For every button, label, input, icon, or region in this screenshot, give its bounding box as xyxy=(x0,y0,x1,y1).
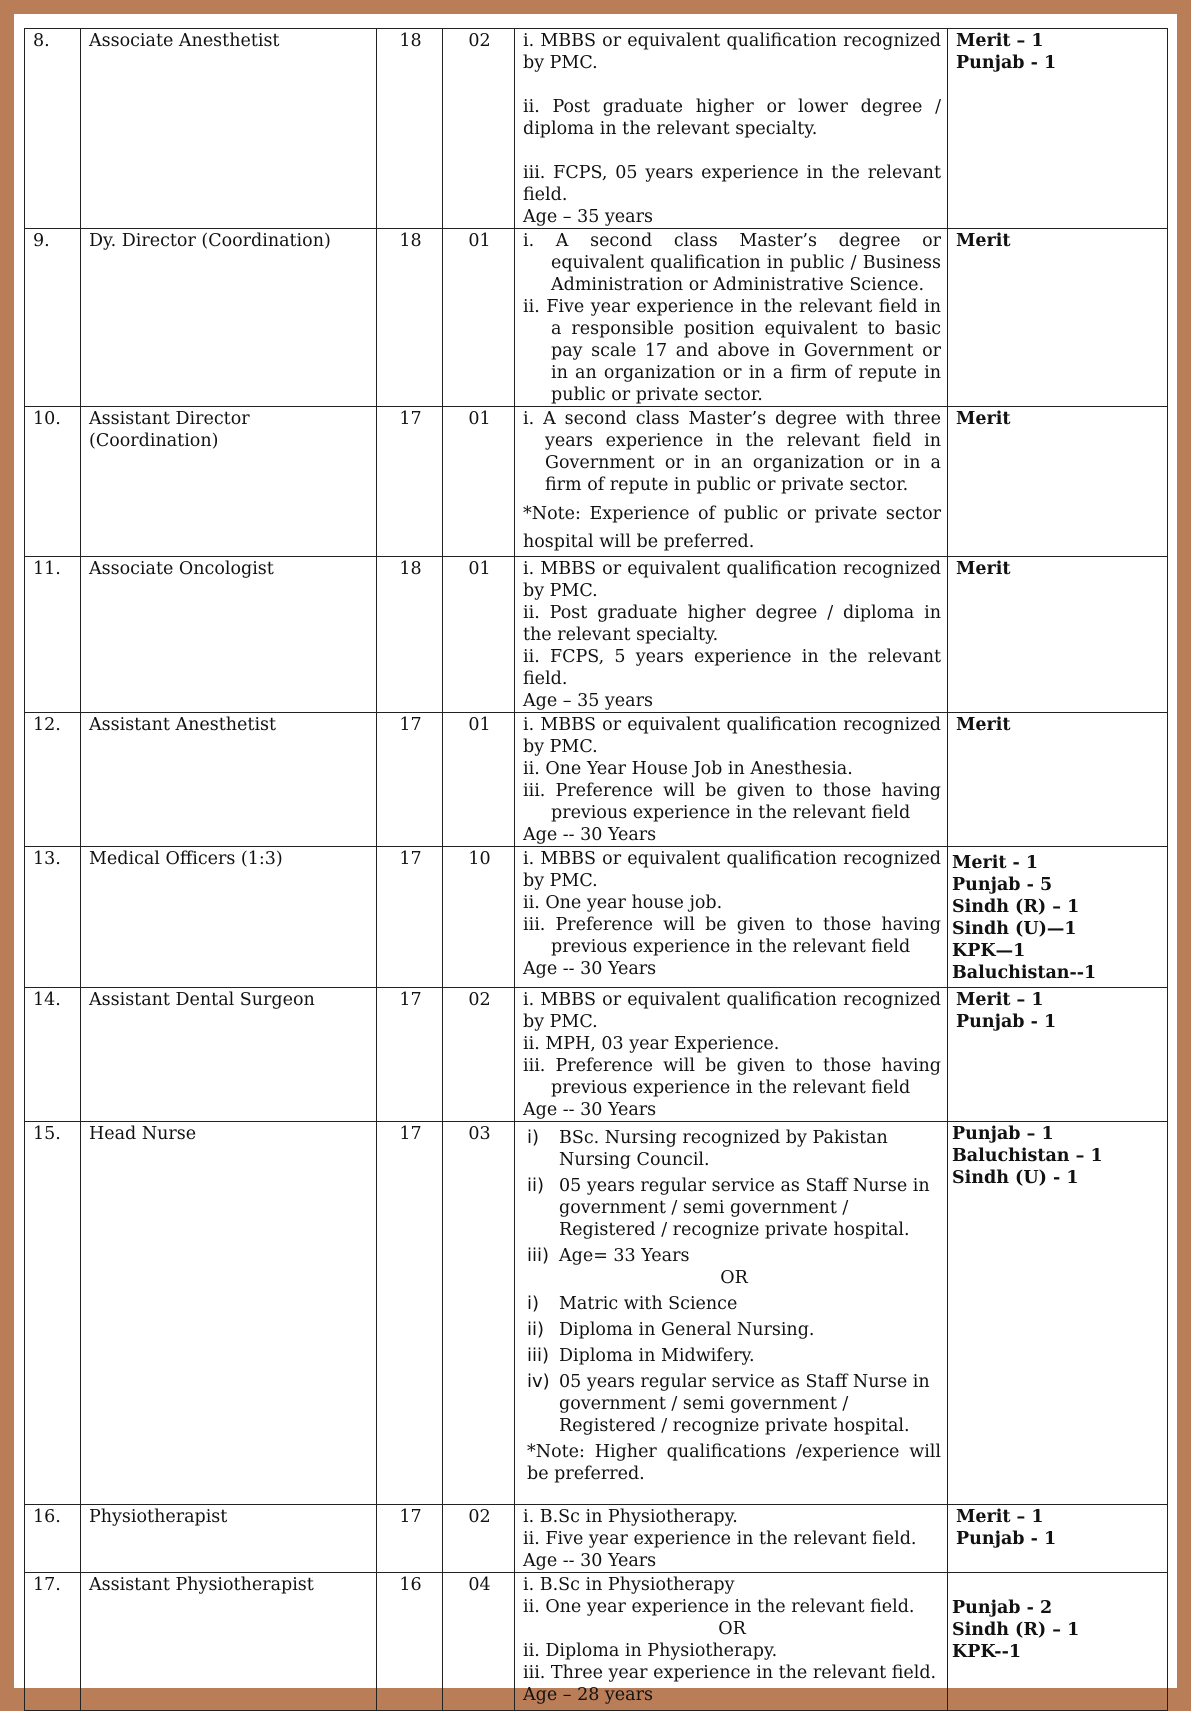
post-count: 03 xyxy=(443,1122,515,1505)
quota: Merit xyxy=(948,557,1168,713)
post-name: Associate Oncologist xyxy=(81,557,377,713)
quota: Merit – 1 Punjab - 1 xyxy=(948,1505,1168,1573)
qualification: i. A second class Master’s degree with three years experience in the relevant field in Government or in an organization or in a firm of repute in public or private sector. *Note: Experience of public or private sector hospital will be preferred. xyxy=(515,407,948,557)
post-name: Assistant Physiotherapist xyxy=(81,1573,377,1711)
serial-number: 8. xyxy=(25,29,81,229)
serial-number: 15. xyxy=(25,1122,81,1505)
post-name: Assistant Dental Surgeon xyxy=(81,988,377,1122)
serial-number: 17. xyxy=(25,1573,81,1711)
table-row xyxy=(25,1122,1168,1505)
positions-table xyxy=(24,28,1168,1711)
bps-scale: 18 xyxy=(377,29,443,229)
list-item: iv) 05 years regular service as Staff Nurse in government / semi government / Registered / recognize private hospital. xyxy=(527,1371,930,1436)
post-count: 02 xyxy=(443,1505,515,1573)
table-row xyxy=(25,407,1168,557)
post-count: 01 xyxy=(443,557,515,713)
bps-scale: 18 xyxy=(377,229,443,407)
list-item: i) BSc. Nursing recognized by Pakistan Nursing Council. xyxy=(527,1127,888,1170)
serial-number: 12. xyxy=(25,713,81,847)
bps-scale: 17 xyxy=(377,1505,443,1573)
serial-number: 13. xyxy=(25,847,81,988)
table-row xyxy=(25,29,1168,229)
post-count: 02 xyxy=(443,988,515,1122)
qualification xyxy=(515,1122,948,1505)
bps-scale: 17 xyxy=(377,1122,443,1505)
table-row xyxy=(25,229,1168,407)
bps-scale: 17 xyxy=(377,988,443,1122)
qualification: i. MBBS or equivalent qualification recognized by PMC. ii. Post graduate higher degree / diploma in the relevant specialty. ii. FCPS, 5 years experience in the relevant field. Age – 35 years xyxy=(515,557,948,713)
bps-scale: 17 xyxy=(377,407,443,557)
document-page xyxy=(14,14,1177,1705)
qualification: i. A second class Master’s degree or equivalent qualification in public / Business Administration or Administrative Science. ii. Five year experience in the relevant field in a responsible position equivalent to basic pay scale 17 and above in Government or in an organization or in a firm of repute in public or private sector. xyxy=(515,229,948,407)
quota: Merit – 1 Punjab - 1 xyxy=(948,29,1168,229)
post-count: 10 xyxy=(443,847,515,988)
post-name: Physiotherapist xyxy=(81,1505,377,1573)
note-text: *Note: Experience of public or private sector hospital will be preferred. xyxy=(523,504,941,552)
qualification: i. MBBS or equivalent qualification recognized by PMC. ii. One year house job. iii. Preference will be given to those having previous experience in the relevant field Age -- 30 Years xyxy=(515,847,948,988)
qualification: i. MBBS or equivalent qualification recognized by PMC. ii. Post graduate higher or lower degree / diploma in the relevant specialty. iii. FCPS, 05 years experience in the relevant field. Age – 35 years xyxy=(515,29,948,229)
list-item: iii) Age= 33 Years xyxy=(527,1245,690,1266)
serial-number: 16. xyxy=(25,1505,81,1573)
table-row xyxy=(25,1505,1168,1573)
qualification: i. B.Sc in Physiotherapy ii. One year experience in the relevant field. OR ii. Diploma in Physiotherapy. iii. Three year experience in the relevant field. Age – 28 years xyxy=(515,1573,948,1711)
serial-number: 10. xyxy=(25,407,81,557)
quota: Merit xyxy=(948,407,1168,557)
post-name: Dy. Director (Coordination) xyxy=(81,229,377,407)
table-row xyxy=(25,1573,1168,1711)
or-separator: OR xyxy=(720,1268,748,1288)
qualification: i. MBBS or equivalent qualification recognized by PMC. ii. MPH, 03 year Experience. iii. Preference will be given to those having previous experience in the relevant field Age -- 30 Years xyxy=(515,988,948,1122)
qualification: i. MBBS or equivalent qualification recognized by PMC. ii. One Year House Job in Anesthesia. iii. Preference will be given to those having previous experience in the relevant field Age -- 30 Years xyxy=(515,713,948,847)
post-count: 04 xyxy=(443,1573,515,1711)
list-item: i) Matric with Science xyxy=(527,1293,738,1314)
quota: Punjab – 1 Baluchistan – 1 Sindh (U) - 1 xyxy=(948,1122,1168,1505)
table-row xyxy=(25,557,1168,713)
quota: Punjab - 2 Sindh (R) – 1 KPK--1 xyxy=(948,1573,1168,1711)
post-name: Associate Anesthetist xyxy=(81,29,377,229)
bps-scale: 17 xyxy=(377,847,443,988)
quota: Merit xyxy=(948,229,1168,407)
quota: Merit xyxy=(948,713,1168,847)
table-row xyxy=(25,713,1168,847)
bps-scale: 18 xyxy=(377,557,443,713)
list-item: ii) 05 years regular service as Staff Nurse in government / semi government / Registered / recognize private hospital. xyxy=(527,1175,930,1240)
quota: Merit – 1 Punjab - 1 xyxy=(948,988,1168,1122)
post-name: Medical Officers (1:3) xyxy=(81,847,377,988)
qualification: i. B.Sc in Physiotherapy. ii. Five year experience in the relevant field. Age -- 30 Years xyxy=(515,1505,948,1573)
serial-number: 14. xyxy=(25,988,81,1122)
bps-scale: 16 xyxy=(377,1573,443,1711)
post-name: Head Nurse xyxy=(81,1122,377,1505)
table-row xyxy=(25,988,1168,1122)
bps-scale: 17 xyxy=(377,713,443,847)
note-text: *Note: Higher qualifications /experience will be preferred. xyxy=(527,1442,941,1484)
list-item: ii) Diploma in General Nursing. xyxy=(527,1319,815,1340)
table-row xyxy=(25,847,1168,988)
post-name: Assistant Director (Coordination) xyxy=(81,407,377,557)
serial-number: 9. xyxy=(25,229,81,407)
or-separator: OR xyxy=(718,1619,746,1639)
post-count: 02 xyxy=(443,29,515,229)
post-name: Assistant Anesthetist xyxy=(81,713,377,847)
post-count: 01 xyxy=(443,713,515,847)
quota: Merit - 1 Punjab - 5 Sindh (R) – 1 Sindh (U)—1 KPK—1 Baluchistan--1 xyxy=(948,847,1168,988)
post-count: 01 xyxy=(443,229,515,407)
serial-number: 11. xyxy=(25,557,81,713)
post-count: 01 xyxy=(443,407,515,557)
list-item: iii) Diploma in Midwifery. xyxy=(527,1345,755,1366)
